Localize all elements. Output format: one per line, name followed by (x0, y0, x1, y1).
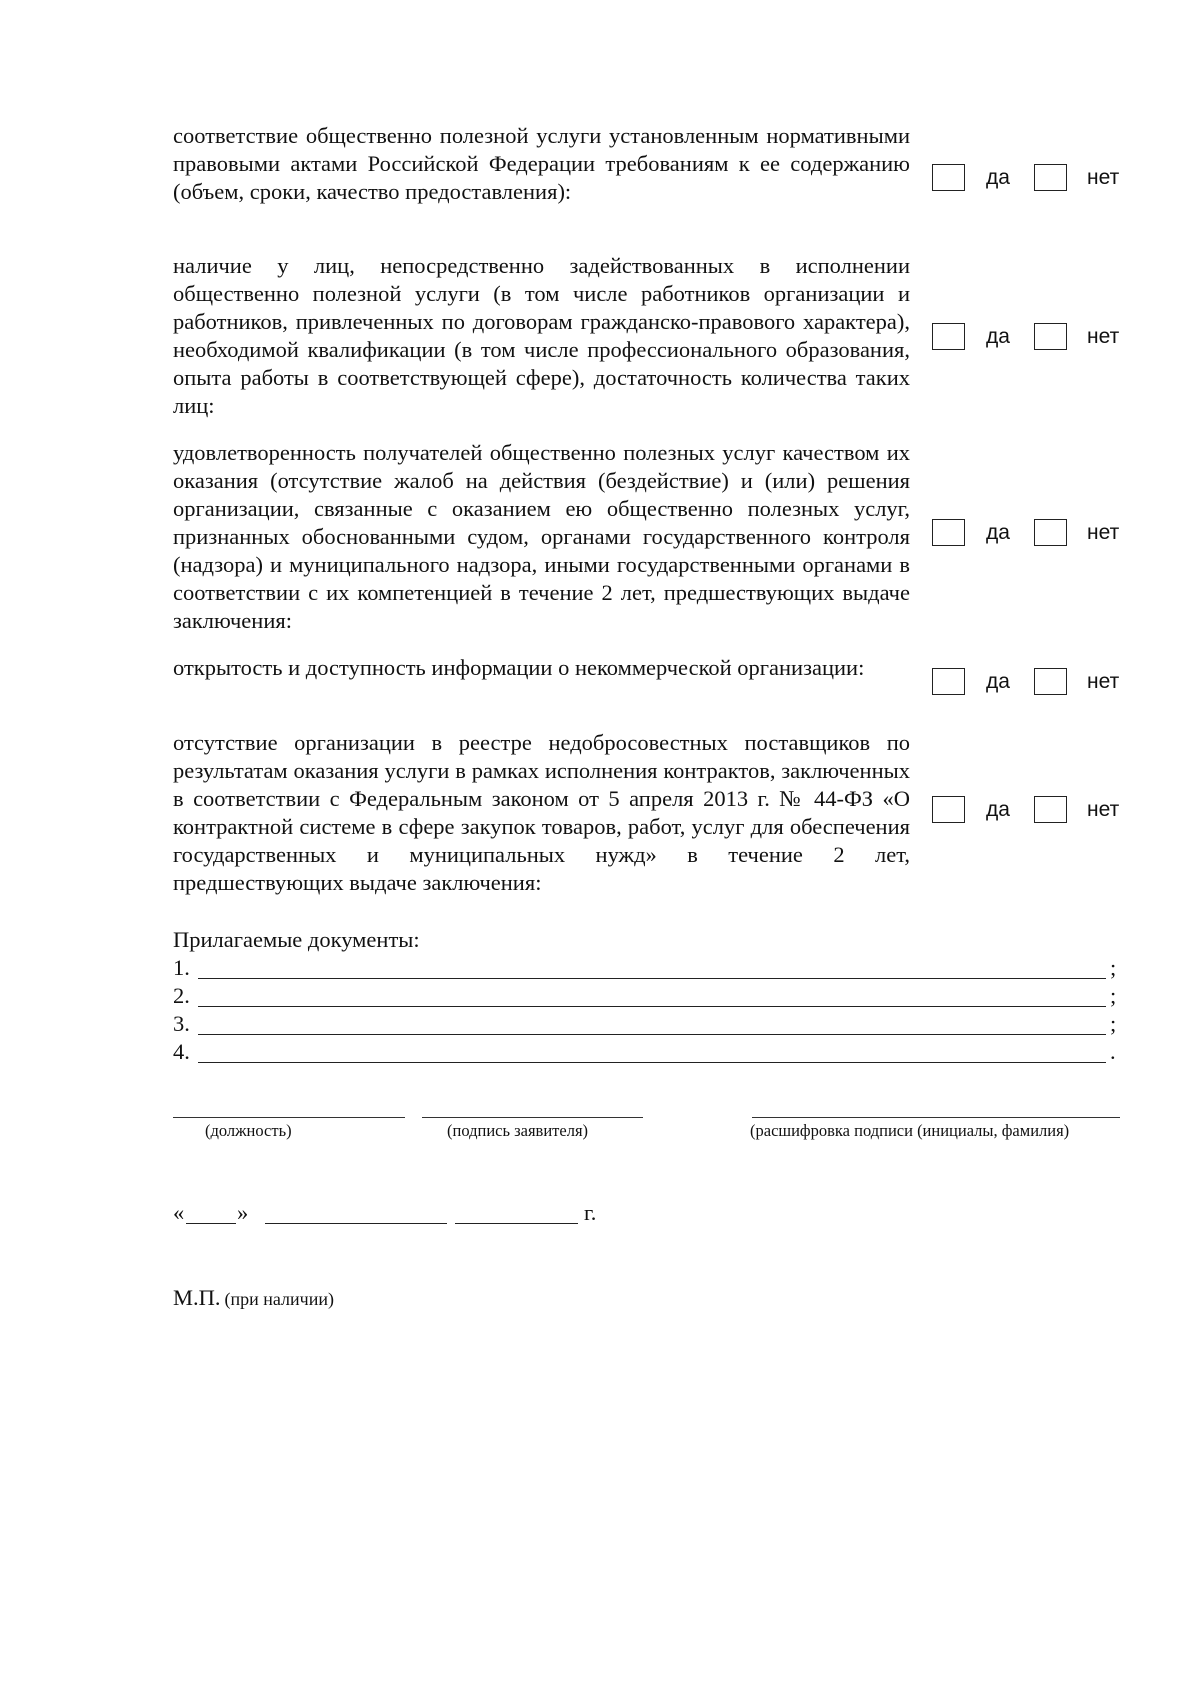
signature-caption: (подпись заявителя) (447, 1121, 589, 1140)
criterion-text: удовлетворенность получателей общественно полезных услуг качеством их оказания (отсутствие жалоб на действия (бездействие) и (или) решения организации, связанные с оказанием ею общественно полезных услуг, признанных обоснованными судом, органами государственного контроля (надзора) и муниципального надзора, иными государственными органами в соответствии с их компетенцией в течение 2 лет, предшествующих выдаче заключения: (173, 440, 910, 633)
yes-checkbox[interactable] (932, 668, 965, 695)
yes-checkbox[interactable] (932, 323, 965, 350)
attachment-row (173, 982, 1123, 1010)
criterion-text: соответствие общественно полезной услуги установленным нормативными правовыми актами Российской Федерации требованиям к ее содержанию (объем, сроки, качество предоставления): (173, 123, 910, 204)
attachment-number: 3. (173, 1011, 190, 1036)
attachment-input-line[interactable] (198, 1006, 1106, 1007)
date-open-quote: « (173, 1200, 185, 1225)
date-row (173, 1198, 673, 1228)
yes-label: да (986, 670, 1010, 693)
signature-line[interactable] (422, 1117, 643, 1118)
attachment-input-line[interactable] (198, 978, 1106, 979)
no-label: нет (1087, 521, 1120, 544)
date-day-field[interactable] (186, 1223, 236, 1224)
no-label: нет (1087, 325, 1120, 348)
attachment-number: 2. (173, 983, 190, 1008)
no-checkbox[interactable] (1034, 323, 1067, 350)
yes-label: да (986, 798, 1010, 821)
no-checkbox[interactable] (1034, 796, 1067, 823)
no-checkbox[interactable] (1034, 519, 1067, 546)
criterion-text: наличие у лиц, непосредственно задействованных в исполнении общественно полезной услуги (в том числе работников организации и работников, привлеченных по договорам гражданско-правового характера), необходимой квалификации (в том числе профессионального образования, опыта работы в соответствующей сфере), достаточность количества таких лиц: (173, 253, 910, 418)
no-checkbox[interactable] (1034, 668, 1067, 695)
criterion-text: отсутствие организации в реестре недобросовестных поставщиков по результатам оказания услуги в рамках исполнения контрактов, заключенных в соответствии с Федеральным законом от 5 апреля 2013 г. № 44-ФЗ «О контрактной системе в сфере закупок товаров, работ, услуг для обеспечения государственных и муниципальных нужд» в течение 2 лет, предшествующих выдаче заключения: (173, 730, 910, 895)
attachment-row (173, 1038, 1123, 1066)
criterion-unfair-suppliers-registry (173, 729, 1200, 897)
attachment-end-mark: ; (1110, 1011, 1117, 1036)
position-caption: (должность) (205, 1121, 292, 1140)
yes-label: да (986, 521, 1010, 544)
attachment-end-mark: . (1110, 1039, 1116, 1064)
date-close-quote: » (237, 1200, 249, 1225)
yes-checkbox[interactable] (932, 164, 965, 191)
date-month-field[interactable] (265, 1223, 447, 1224)
yes-checkbox[interactable] (932, 796, 965, 823)
attachment-input-line[interactable] (198, 1034, 1106, 1035)
stamp-note: (при наличии) (224, 1289, 334, 1309)
attachment-row (173, 1010, 1123, 1038)
attachment-input-line[interactable] (198, 1062, 1106, 1063)
criterion-service-compliance (173, 122, 1200, 234)
yes-label: да (986, 325, 1010, 348)
yes-label: да (986, 166, 1010, 189)
stamp-label: М.П. (173, 1285, 221, 1310)
no-label: нет (1087, 798, 1120, 821)
attachment-number: 1. (173, 955, 190, 980)
attachment-end-mark: ; (1110, 983, 1117, 1008)
attachments-title: Прилагаемые документы: (173, 927, 420, 952)
criterion-information-openness (173, 654, 1200, 710)
criterion-staff-qualification (173, 252, 1200, 420)
date-year-field[interactable] (455, 1223, 578, 1224)
no-label: нет (1087, 166, 1120, 189)
stamp-place (173, 1284, 334, 1312)
date-year-suffix: г. (584, 1200, 597, 1225)
no-checkbox[interactable] (1034, 164, 1067, 191)
no-label: нет (1087, 670, 1120, 693)
attachment-end-mark: ; (1110, 955, 1117, 980)
criterion-recipient-satisfaction (173, 439, 1200, 635)
signature-decoding-line[interactable] (752, 1117, 1120, 1118)
criterion-text: открытость и доступность информации о некоммерческой организации: (173, 655, 865, 680)
position-line[interactable] (173, 1117, 405, 1118)
attachment-number: 4. (173, 1039, 190, 1064)
attachment-row (173, 954, 1123, 982)
yes-checkbox[interactable] (932, 519, 965, 546)
signature-decoding-caption: (расшифровка подписи (инициалы, фамилия) (750, 1121, 1070, 1140)
